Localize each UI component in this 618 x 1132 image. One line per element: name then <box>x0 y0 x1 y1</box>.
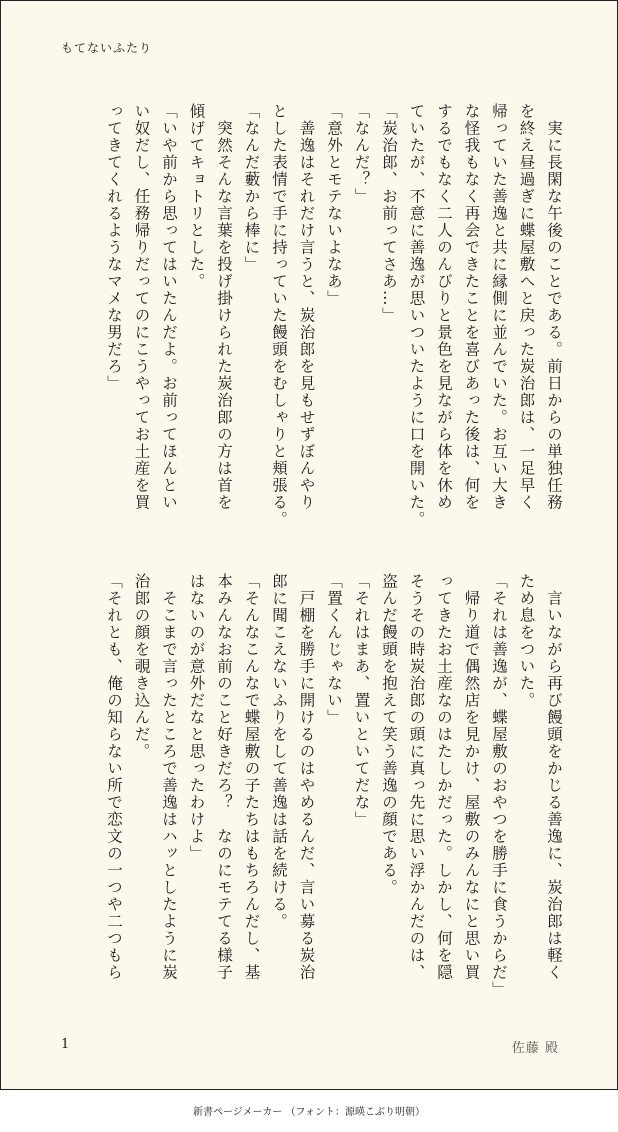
text-line: 帰り道で偶然店を見かけ、屋敷のみんなにと思い買 <box>462 573 481 981</box>
text-line: を終え昼過ぎに蝶屋敷へと戻った炭治郎は、一足早く <box>517 103 536 511</box>
text-line: 「なんだ？」 <box>352 103 371 205</box>
text-line: 実に長閑な午後のことである。前日からの単独任務 <box>545 103 563 511</box>
text-line: 戸棚を勝手に開けるのはやめるんだ、言い募る炭治 <box>297 573 316 981</box>
page-number: 1 <box>61 1037 70 1052</box>
text-line: 郎に聞こえないふりをして善逸は話を続ける。 <box>270 573 288 930</box>
text-line: 「なんだ藪から棒に」 <box>242 103 261 273</box>
text-line: 傾げてキョトリとした。 <box>187 103 206 290</box>
text-line: 善逸はそれだけ言うと、炭治郎を見もせずぼんやり <box>297 103 316 511</box>
text-line: ていたが、不意に善逸が思いついたように口を開いた。 <box>407 103 426 528</box>
text-line: 「意外とモテないよなあ」 <box>325 103 343 307</box>
text-line: 「それはまあ、置いといてだな」 <box>352 573 371 828</box>
text-line: とした表情で手に持っていた饅頭をむしゃりと頬張る。 <box>270 103 288 528</box>
text-line: 「いや前から思ってはいたんだよ。お前ってほんとい <box>160 103 178 511</box>
text-line: い奴だし、任務帰りだってのにこうやってお土産を買 <box>132 103 151 511</box>
text-line: ため息をついた。 <box>517 573 536 709</box>
text-line: するでもなく二人のんびりと景色を見ながら体を休め <box>435 103 453 511</box>
text-line: 盗んだ饅頭を抱えて笑う善逸の顔である。 <box>380 573 398 896</box>
text-line: そうその時炭治郎の頭に真っ先に思い浮かんだのは、 <box>407 573 426 981</box>
text-line: 「それとも、俺の知らない所で恋文の一つや二つもら <box>105 573 123 981</box>
text-line: 突然そんな言葉を投げ掛けられた炭治郎の方は首を <box>215 103 233 511</box>
generator-caption: 新書ページメーカー （フォント：源暎こぶり明朝） <box>193 1107 425 1118</box>
running-header-title: もてないふたり <box>61 41 153 55</box>
text-line: 言いながら再び饅頭をかじる善逸に、炭治郎は軽く <box>545 573 563 981</box>
text-line: 治郎の顔を覗き込んだ。 <box>132 573 151 760</box>
text-line: 「そんなこんなで蝶屋敷の子たちはもちろんだし、基 <box>242 573 261 981</box>
upper-text-block <box>100 103 568 583</box>
text-line: 「炭治郎、お前ってさあ…」 <box>380 103 398 324</box>
text-line: ってきてくれるようなマメな男だろ」 <box>105 103 123 392</box>
text-line: 「置くんじゃない」 <box>325 573 343 726</box>
lower-text-block <box>100 573 568 1053</box>
author-name: 佐藤 殿 <box>511 1041 559 1056</box>
text-line: そこまで言ったところで善逸はハッとしたように炭 <box>160 573 178 981</box>
text-line: 帰っていた善逸と共に縁側に並んでいた。お互い大き <box>490 103 508 511</box>
text-line: 本みんなお前のこと好きだろ？ なのにモテてる様子 <box>215 573 233 981</box>
text-line: ってきたお土産なのはたしかだった。しかし、何を隠 <box>435 573 453 981</box>
text-line: な怪我もなく再会できたことを喜びあった後は、何を <box>462 103 481 511</box>
text-line: はないのが意外だなと思ったわけよ」 <box>187 573 206 862</box>
text-line: 「それは善逸が、蝶屋敷のおやつを勝手に食うからだ」 <box>490 573 508 998</box>
